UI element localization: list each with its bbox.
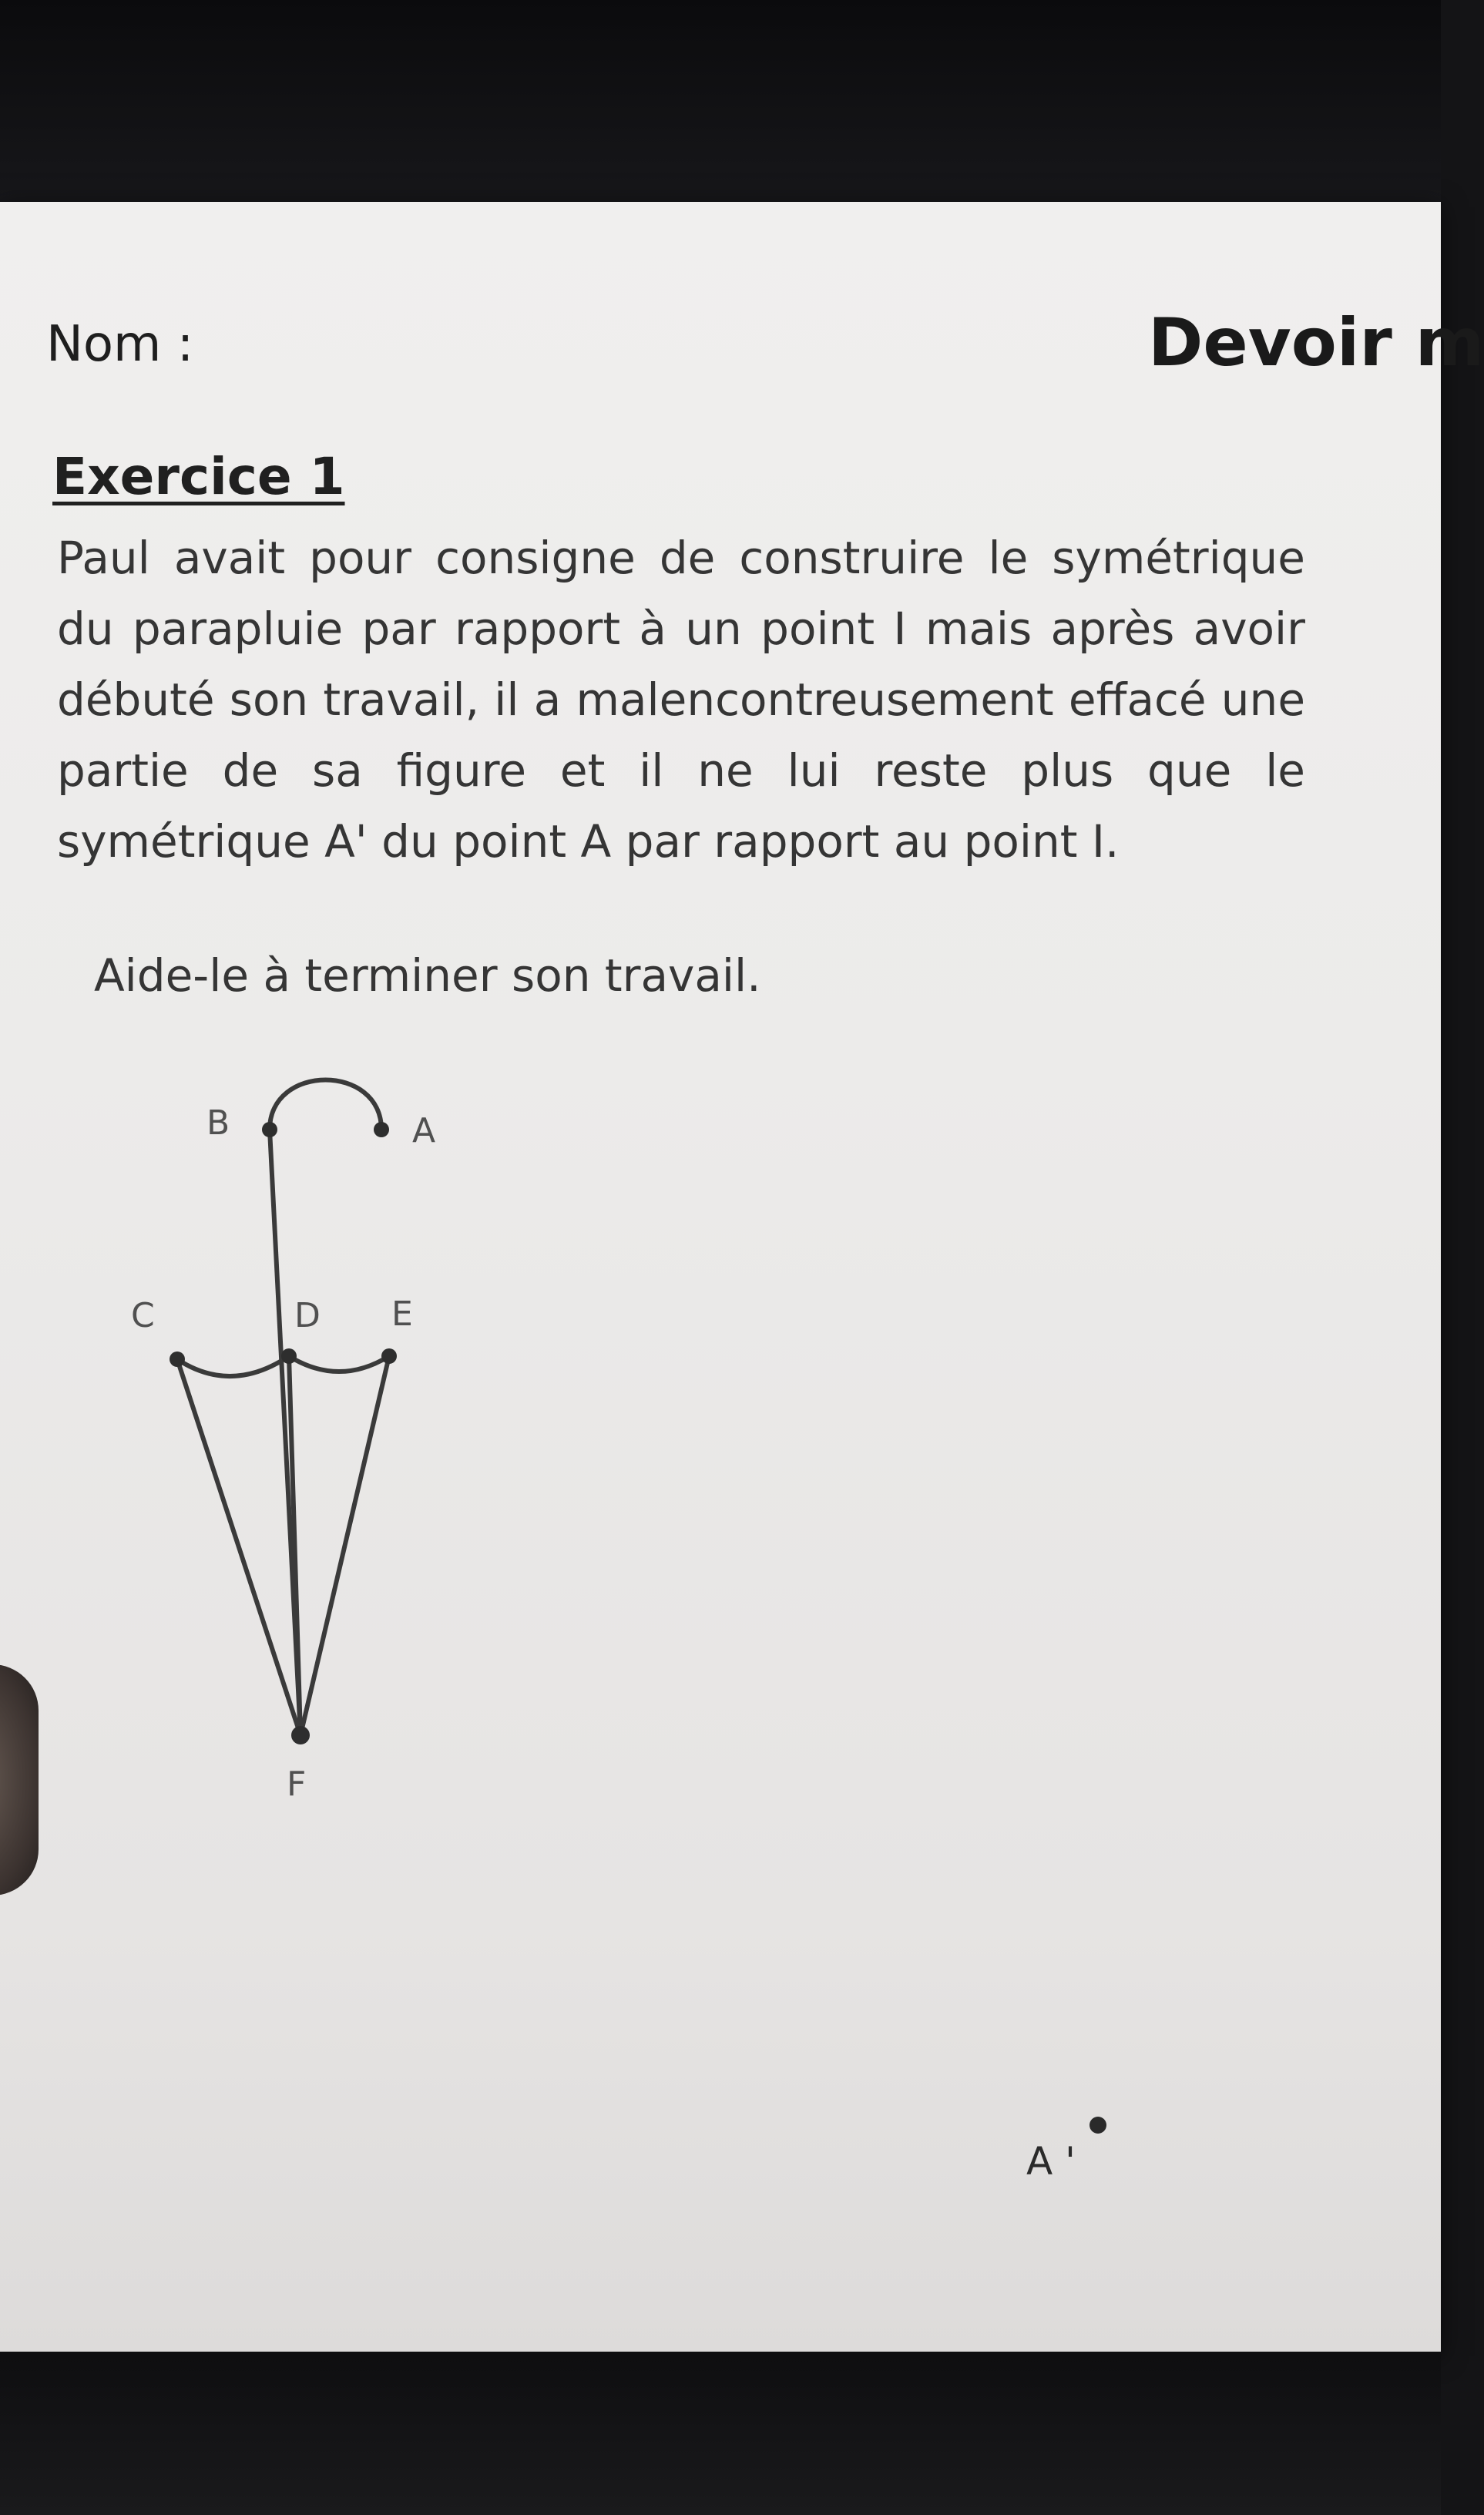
nom-label: Nom : — [46, 316, 194, 373]
umbrella-canopy-arc-left — [177, 1356, 289, 1376]
exercise-instruction: Aide-le à terminer son travail. — [94, 949, 761, 1002]
label-b: B — [206, 1103, 230, 1143]
label-e: E — [391, 1294, 413, 1334]
umbrella-canopy-arc-right — [289, 1356, 389, 1372]
label-f: F — [287, 1765, 307, 1804]
point-f — [291, 1726, 310, 1744]
point-b — [262, 1122, 277, 1137]
photo-background-bottom — [0, 2352, 1441, 2515]
umbrella-figure — [116, 1063, 516, 1803]
devoir-title: Devoir m — [1148, 304, 1484, 381]
finger-edge — [0, 1664, 39, 1895]
label-d: D — [294, 1296, 321, 1335]
label-a-prime: A ' — [1026, 2139, 1076, 2184]
exercise-paragraph: Paul avait pour consigne de construire le symétrique du parapluie par rapport à un point I mais après avoir débuté son travail, il a malencontreusement effacé une partie de sa figure et il ne lui reste plus que le symétrique A' du point A par rapport au point I. — [57, 532, 1305, 868]
point-e — [381, 1348, 397, 1364]
label-c: C — [131, 1296, 155, 1335]
a-prime-marker — [1017, 2096, 1125, 2188]
point-d — [281, 1348, 297, 1364]
point-a-prime — [1089, 2117, 1106, 2134]
label-a: A — [412, 1111, 436, 1150]
exercise-title: Exercice 1 — [52, 447, 345, 506]
point-a — [374, 1122, 389, 1137]
photo-background-top — [0, 0, 1441, 202]
umbrella-handle-arc — [270, 1080, 381, 1130]
point-c — [170, 1352, 185, 1367]
umbrella-rib-right — [300, 1356, 389, 1735]
